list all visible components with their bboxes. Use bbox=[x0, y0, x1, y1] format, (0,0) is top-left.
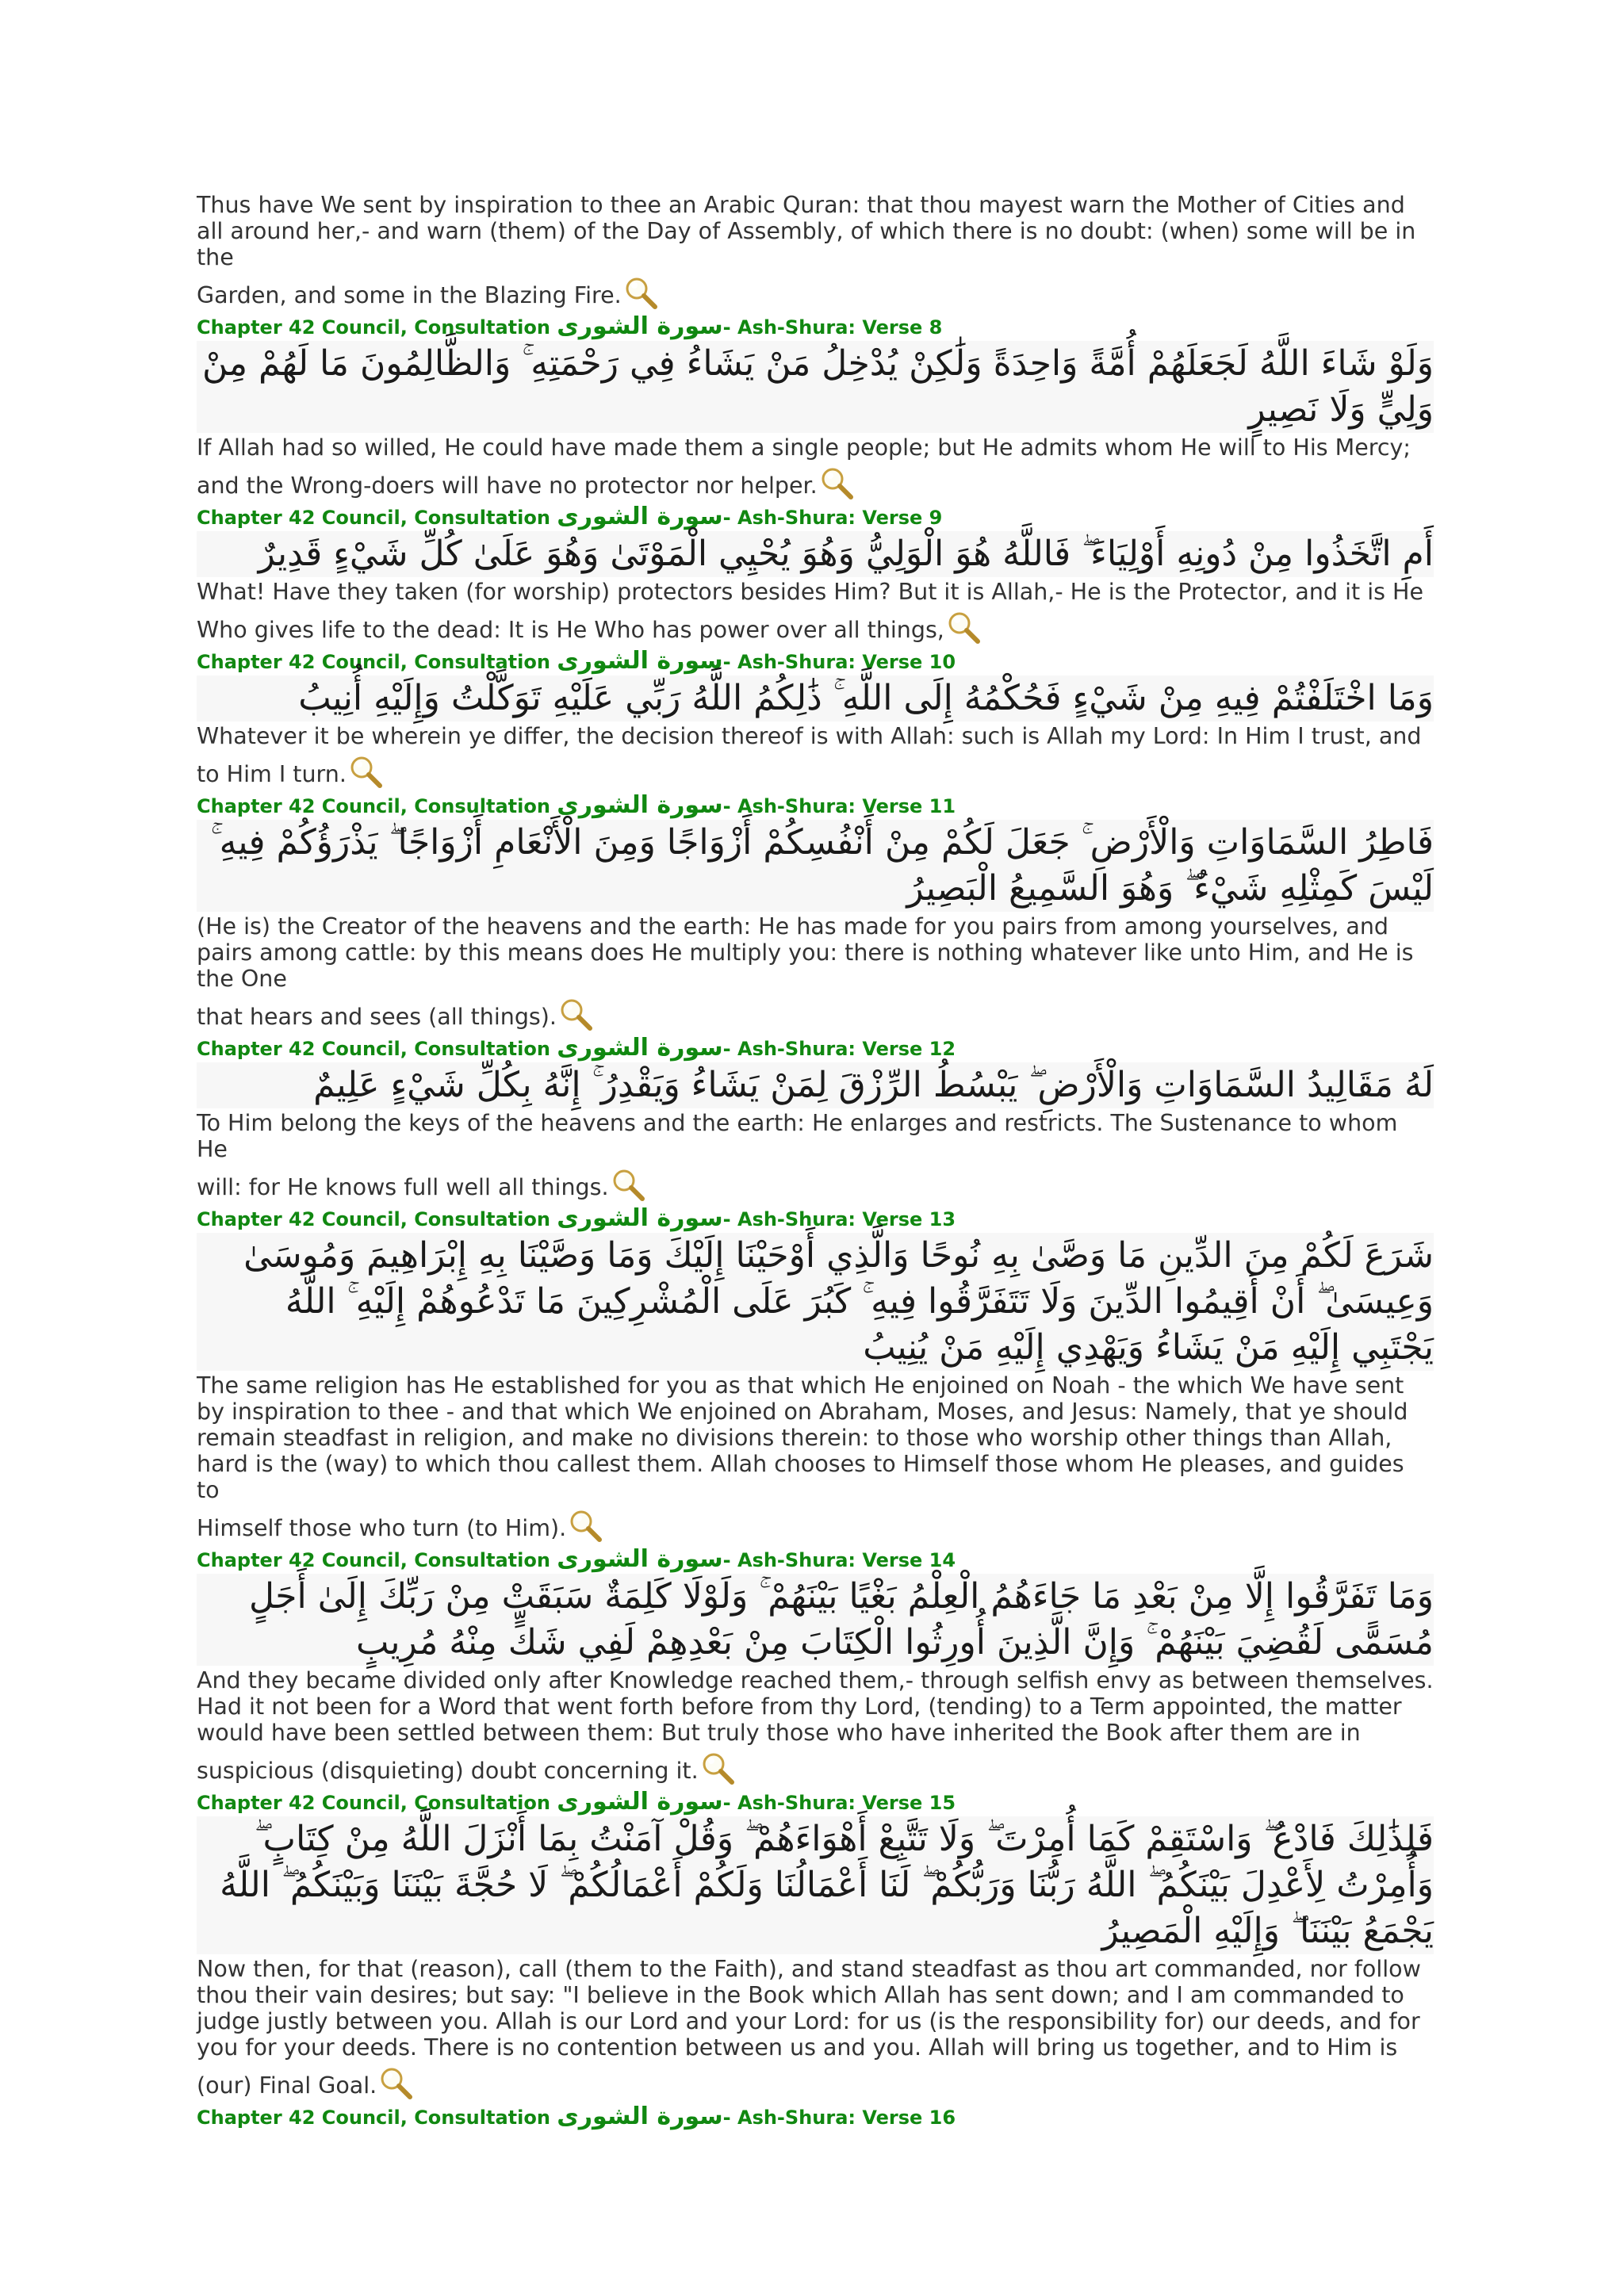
translation-tail-text: Himself those who turn (to Him). bbox=[197, 1515, 567, 1541]
sura-name-english: - Ash-Shura: Verse bbox=[722, 316, 923, 339]
sura-name-arabic: سورة الشورى bbox=[557, 1545, 723, 1573]
verse-list bbox=[197, 312, 1434, 2130]
sura-name-arabic: سورة الشورى bbox=[557, 647, 723, 675]
verse-number: 11 bbox=[929, 795, 956, 817]
arabic-verse: وَلَوْ شَاءَ اللَّهُ لَجَعَلَهُمْ أُمَّةً وَاحِدَةً وَلَٰكِنْ يُدْخِلُ مَنْ يَشَاءُ فِي رَحْمَتِهِ ۚ وَالظَّالِمُونَ مَا لَهُمْ مِنْ وَلِيٍّ وَلَا نَصِيرٍ bbox=[197, 341, 1434, 433]
sura-name-english: - Ash-Shura: Verse bbox=[722, 1038, 923, 1060]
translation-tail-text: that hears and sees (all things). bbox=[197, 1004, 557, 1030]
verse-block-9 bbox=[197, 505, 1434, 646]
translation-text: Whatever it be wherein ye differ, the decision thereof is with Allah: such is Allah my Lord: In Him I trust, and bbox=[197, 723, 1422, 749]
translation-tail-text: suspicious (disquieting) doubt concerning it. bbox=[197, 1758, 699, 1784]
translation-tail bbox=[197, 756, 1434, 790]
chapter-label: Chapter 42 Council, Consultation bbox=[197, 651, 550, 673]
verse-number: 12 bbox=[929, 1038, 956, 1060]
translation-text: (He is) the Creator of the heavens and the earth: He has made for you pairs from among yourselves, and pairs among cattle: by this means does He multiply you: there is nothing whatever like unto Him, and He is the One bbox=[197, 913, 1414, 992]
arabic-verse: أَمِ اتَّخَذُوا مِنْ دُونِهِ أَوْلِيَاءَ ۖ فَاللَّهُ هُوَ الْوَلِيُّ وَهُوَ يُحْيِي الْمَوْتَىٰ وَهُوَ عَلَىٰ كُلِّ شَيْءٍ قَدِيرٌ bbox=[197, 531, 1434, 577]
verse-translation bbox=[197, 1667, 1434, 1787]
arabic-verse: وَمَا اخْتَلَفْتُمْ فِيهِ مِنْ شَيْءٍ فَحُكْمُهُ إِلَى اللَّهِ ۚ ذَٰلِكُمُ اللَّهُ رَبِّي عَلَيْهِ تَوَكَّلْتُ وَإِلَيْهِ أُنِيبُ bbox=[197, 675, 1434, 721]
verse-translation bbox=[197, 1956, 1434, 2102]
sura-name-arabic: سورة الشورى bbox=[557, 791, 723, 819]
verse-translation bbox=[197, 1110, 1434, 1203]
translation-tail-text: to Him I turn. bbox=[197, 761, 347, 787]
magnifier-icon[interactable] bbox=[946, 610, 981, 645]
verse-number: 14 bbox=[929, 1549, 956, 1571]
verse-block-12 bbox=[197, 1036, 1434, 1203]
verse-header[interactable] bbox=[197, 1204, 1434, 1232]
sura-name-english: - Ash-Shura: Verse bbox=[722, 2107, 923, 2129]
verse-translation bbox=[197, 1372, 1434, 1544]
verse-number: 10 bbox=[929, 651, 956, 673]
translation-tail bbox=[197, 2067, 1434, 2102]
chapter-label: Chapter 42 Council, Consultation bbox=[197, 1792, 550, 1814]
sura-name-arabic: سورة الشورى bbox=[557, 1204, 723, 1232]
verse-translation bbox=[197, 723, 1434, 790]
translation-tail-text: will: for He knows full well all things. bbox=[197, 1174, 609, 1200]
verse-number: 8 bbox=[929, 316, 943, 339]
magnifier-icon[interactable] bbox=[623, 275, 658, 310]
chapter-label: Chapter 42 Council, Consultation bbox=[197, 2107, 550, 2129]
verse-header[interactable] bbox=[197, 2105, 1434, 2130]
arabic-verse: شَرَعَ لَكُمْ مِنَ الدِّينِ مَا وَصَّىٰ بِهِ نُوحًا وَالَّذِي أَوْحَيْنَا إِلَيْكَ وَمَا وَصَّيْنَا بِهِ إِبْرَاهِيمَ وَمُوسَىٰ وَعِيسَىٰ ۖ أَنْ أَقِيمُوا الدِّينَ وَلَا تَتَفَرَّقُوا فِيهِ ۚ كَبُرَ عَلَى الْمُشْرِكِينَ مَا تَدْعُوهُمْ إِلَيْهِ ۚ اللَّهُ يَجْتَبِي إِلَيْهِ مَنْ يَشَاءُ وَيَهْدِي إِلَيْهِ مَنْ يُنِيبُ bbox=[197, 1233, 1434, 1371]
translation-tail-text: Garden, and some in the Blazing Fire. bbox=[197, 282, 622, 308]
verse-block-16 bbox=[197, 2105, 1434, 2130]
verse-block-14 bbox=[197, 1545, 1434, 1787]
chapter-label: Chapter 42 Council, Consultation bbox=[197, 795, 550, 817]
magnifier-icon[interactable] bbox=[819, 465, 854, 500]
translation-tail-text: Who gives life to the dead: It is He Who has power over all things, bbox=[197, 617, 944, 643]
verse-number: 9 bbox=[929, 507, 943, 529]
verse-number: 13 bbox=[929, 1208, 956, 1230]
verse-block-15 bbox=[197, 1790, 1434, 2102]
verse-header[interactable] bbox=[197, 649, 1434, 674]
translation-text: If Allah had so willed, He could have made them a single people; but He admits whom He will to His Mercy; bbox=[197, 434, 1411, 461]
verse-translation bbox=[197, 579, 1434, 646]
magnifier-icon[interactable] bbox=[568, 1508, 603, 1543]
magnifier-icon[interactable] bbox=[348, 754, 383, 789]
page-content bbox=[197, 192, 1434, 2130]
arabic-verse: فَلِذَٰلِكَ فَادْعُ ۖ وَاسْتَقِمْ كَمَا أُمِرْتَ ۖ وَلَا تَتَّبِعْ أَهْوَاءَهُمْ ۖ وَقُلْ آمَنْتُ بِمَا أَنْزَلَ اللَّهُ مِنْ كِتَابٍ ۖ وَأُمِرْتُ لِأَعْدِلَ بَيْنَكُمُ ۖ اللَّهُ رَبُّنَا وَرَبُّكُمْ ۖ لَنَا أَعْمَالُنَا وَلَكُمْ أَعْمَالُكُمْ ۖ لَا حُجَّةَ بَيْنَنَا وَبَيْنَكُمُ ۖ اللَّهُ يَجْمَعُ بَيْنَنَا ۖ وَإِلَيْهِ الْمَصِيرُ bbox=[197, 1816, 1434, 1954]
sura-name-english: - Ash-Shura: Verse bbox=[722, 1208, 923, 1230]
sura-name-english: - Ash-Shura: Verse bbox=[722, 795, 923, 817]
translation-text: Thus have We sent by inspiration to thee an Arabic Quran: that thou mayest warn the Mother of Cities and all around her,- and warn (them) of the Day of Assembly, of which there is no doubt: (when) some will be in the bbox=[197, 192, 1416, 270]
arabic-verse: لَهُ مَقَالِيدُ السَّمَاوَاتِ وَالْأَرْضِ ۖ يَبْسُطُ الرِّزْقَ لِمَنْ يَشَاءُ وَيَقْدِرُ ۚ إِنَّهُ بِكُلِّ شَيْءٍ عَلِيمٌ bbox=[197, 1062, 1434, 1108]
translation-tail bbox=[197, 1169, 1434, 1203]
verse-block-8 bbox=[197, 312, 1434, 502]
sura-name-arabic: سورة الشورى bbox=[557, 2103, 723, 2130]
chapter-label: Chapter 42 Council, Consultation bbox=[197, 1549, 550, 1571]
magnifier-icon[interactable] bbox=[378, 2065, 413, 2100]
verse-translation bbox=[197, 913, 1434, 1033]
magnifier-icon[interactable] bbox=[558, 997, 593, 1031]
translation-tail bbox=[197, 277, 1434, 312]
sura-name-arabic: سورة الشورى bbox=[557, 1034, 723, 1062]
verse-block-13 bbox=[197, 1204, 1434, 1544]
verse-header[interactable] bbox=[197, 791, 1434, 819]
verse-number: 15 bbox=[929, 1792, 956, 1814]
translation-tail-text: and the Wrong-doers will have no protector nor helper. bbox=[197, 473, 818, 499]
verse-translation bbox=[197, 434, 1434, 502]
translation-tail bbox=[197, 611, 1434, 646]
translation-text: And they became divided only after Knowledge reached them,- through selfish envy as between themselves. Had it not been for a Word that went forth before from thy Lord, (tending) to a Term appointed, the matter would have been settled between them: But truly those who have inherited the Book after them are in bbox=[197, 1667, 1434, 1746]
translation-text: To Him belong the keys of the heavens and the earth: He enlarges and restricts. The Sustenance to whom He bbox=[197, 1110, 1398, 1162]
translation-tail bbox=[197, 467, 1434, 502]
translation-tail bbox=[197, 1752, 1434, 1787]
verse-header[interactable] bbox=[197, 1036, 1434, 1061]
sura-name-arabic: سورة الشورى bbox=[557, 1788, 723, 1816]
sura-name-arabic: سورة الشورى bbox=[557, 503, 723, 530]
translation-text: The same religion has He established for you as that which He enjoined on Noah - the which We have sent by inspiration to thee - and that which We enjoined on Abraham, Moses, and Jesus: Namely, that ye should remain steadfast in religion, and make no divisions therein: to those who worship other things than Allah, hard is the (way) to which thou callest them. Allah chooses to Himself those whom He pleases, and guides to bbox=[197, 1372, 1408, 1503]
verse-header[interactable] bbox=[197, 1545, 1434, 1573]
translation-text: Now then, for that (reason), call (them to the Faith), and stand steadfast as thou art commanded, nor follow thou their vain desires; but say: "I believe in the Book which Allah has sent down; and I am commanded to judge justly between you. Allah is our Lord and your Lord: for us (is the responsibility for) our deeds, and for you for your deeds. There is no contention between us and you. Allah will bring us together, and to Him is bbox=[197, 1956, 1421, 2061]
sura-name-arabic: سورة الشورى bbox=[557, 312, 723, 340]
translation-tail bbox=[197, 998, 1434, 1033]
sura-name-english: - Ash-Shura: Verse bbox=[722, 1549, 923, 1571]
chapter-label: Chapter 42 Council, Consultation bbox=[197, 1038, 550, 1060]
verse-header[interactable] bbox=[197, 312, 1434, 340]
arabic-verse: فَاطِرُ السَّمَاوَاتِ وَالْأَرْضِ ۚ جَعَلَ لَكُمْ مِنْ أَنْفُسِكُمْ أَزْوَاجًا وَمِنَ الْأَنْعَامِ أَزْوَاجًا ۖ يَذْرَؤُكُمْ فِيهِ ۚ لَيْسَ كَمِثْلِهِ شَيْءٌ ۖ وَهُوَ السَّمِيعُ الْبَصِيرُ bbox=[197, 820, 1434, 912]
verse-number: 16 bbox=[929, 2107, 956, 2129]
verse-header[interactable] bbox=[197, 505, 1434, 530]
chapter-label: Chapter 42 Council, Consultation bbox=[197, 1208, 550, 1230]
magnifier-icon[interactable] bbox=[700, 1751, 735, 1785]
verse-block-11 bbox=[197, 791, 1434, 1033]
sura-name-english: - Ash-Shura: Verse bbox=[722, 651, 923, 673]
sura-name-english: - Ash-Shura: Verse bbox=[722, 1792, 923, 1814]
translation-tail bbox=[197, 1510, 1434, 1544]
chapter-label: Chapter 42 Council, Consultation bbox=[197, 507, 550, 529]
translation-tail-text: (our) Final Goal. bbox=[197, 2072, 377, 2099]
verse-block-10 bbox=[197, 649, 1434, 790]
chapter-label: Chapter 42 Council, Consultation bbox=[197, 316, 550, 339]
sura-name-english: - Ash-Shura: Verse bbox=[722, 507, 923, 529]
verse-header[interactable] bbox=[197, 1790, 1434, 1815]
opening-translation bbox=[197, 192, 1434, 312]
translation-text: What! Have they taken (for worship) protectors besides Him? But it is Allah,- He is the Protector, and it is He bbox=[197, 579, 1424, 605]
arabic-verse: وَمَا تَفَرَّقُوا إِلَّا مِنْ بَعْدِ مَا جَاءَهُمُ الْعِلْمُ بَغْيًا بَيْنَهُمْ ۚ وَلَوْلَا كَلِمَةٌ سَبَقَتْ مِنْ رَبِّكَ إِلَىٰ أَجَلٍ مُسَمًّى لَقُضِيَ بَيْنَهُمْ ۚ وَإِنَّ الَّذِينَ أُورِثُوا الْكِتَابَ مِنْ بَعْدِهِمْ لَفِي شَكٍّ مِنْهُ مُرِيبٍ bbox=[197, 1574, 1434, 1666]
magnifier-icon[interactable] bbox=[611, 1167, 645, 1202]
